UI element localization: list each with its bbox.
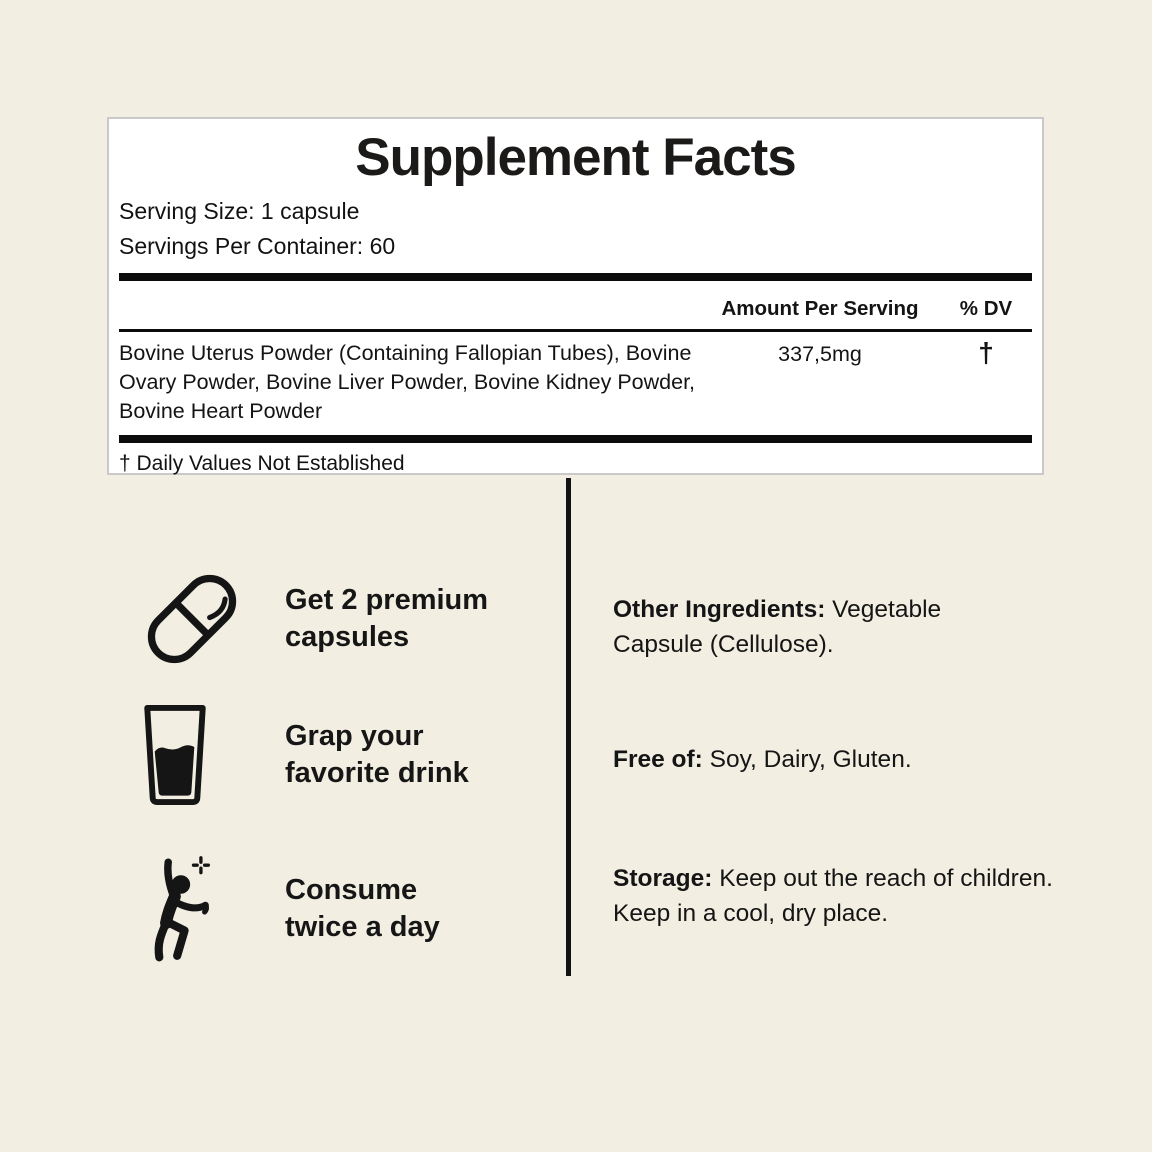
drink-glass-icon: [140, 703, 285, 807]
storage-text: Keep out the reach of children. Keep in a cool, dry place.: [613, 865, 1053, 927]
dancing-person-icon: [140, 838, 285, 980]
panel-title: Supplement Facts: [355, 128, 796, 187]
instruction-line: Grap your: [285, 720, 424, 752]
daily-values-footnote: † Daily Values Not Established: [119, 452, 405, 476]
instruction-consume: [140, 835, 560, 983]
instruction-capsules: [140, 563, 560, 675]
other-ingredients-label: Other Ingredients:: [613, 596, 826, 623]
instruction-text: [285, 582, 488, 656]
other-ingredients: [613, 592, 965, 662]
instruction-line: Consume: [285, 874, 418, 906]
table-row: [119, 332, 1032, 426]
percent-dv-header: % DV: [959, 297, 1013, 321]
ingredient-dv-dagger: †: [978, 337, 994, 369]
thick-rule-bottom: [119, 435, 1032, 443]
other-ingredients-text: Vegetable Capsule (Cellulose).: [613, 596, 942, 658]
storage: [613, 861, 1093, 931]
ingredient-amount: 337,5mg: [778, 342, 862, 367]
storage-label: Storage:: [613, 865, 713, 892]
instruction-line: twice a day: [285, 911, 440, 943]
ingredient-name: Bovine Uterus Powder (Containing Fallopian Tubes), Bovine Ovary Powder, Bovine Liver Powder, Bovine Kidney Powder, Bovine Heart Powder: [119, 341, 696, 424]
servings-per-container: Servings Per Container: 60: [119, 233, 396, 260]
free-of-text: Soy, Dairy, Gluten.: [702, 746, 912, 773]
capsule-icon: [140, 567, 285, 671]
instruction-line: favorite drink: [285, 757, 469, 789]
thick-rule-top: [119, 273, 1032, 281]
supplement-facts-panel: [107, 117, 1044, 475]
amount-per-serving-header: Amount Per Serving: [721, 297, 919, 321]
free-of: [613, 742, 912, 777]
instruction-text: [285, 872, 440, 946]
instruction-line: Get 2 premium: [285, 584, 489, 616]
instruction-text: [285, 718, 469, 792]
instruction-drink: [140, 700, 560, 810]
vertical-divider: [566, 478, 571, 976]
serving-size: Serving Size: 1 capsule: [119, 198, 360, 225]
instruction-line: capsules: [285, 621, 410, 653]
free-of-label: Free of:: [613, 746, 703, 773]
facts-table-header: [119, 281, 1032, 329]
